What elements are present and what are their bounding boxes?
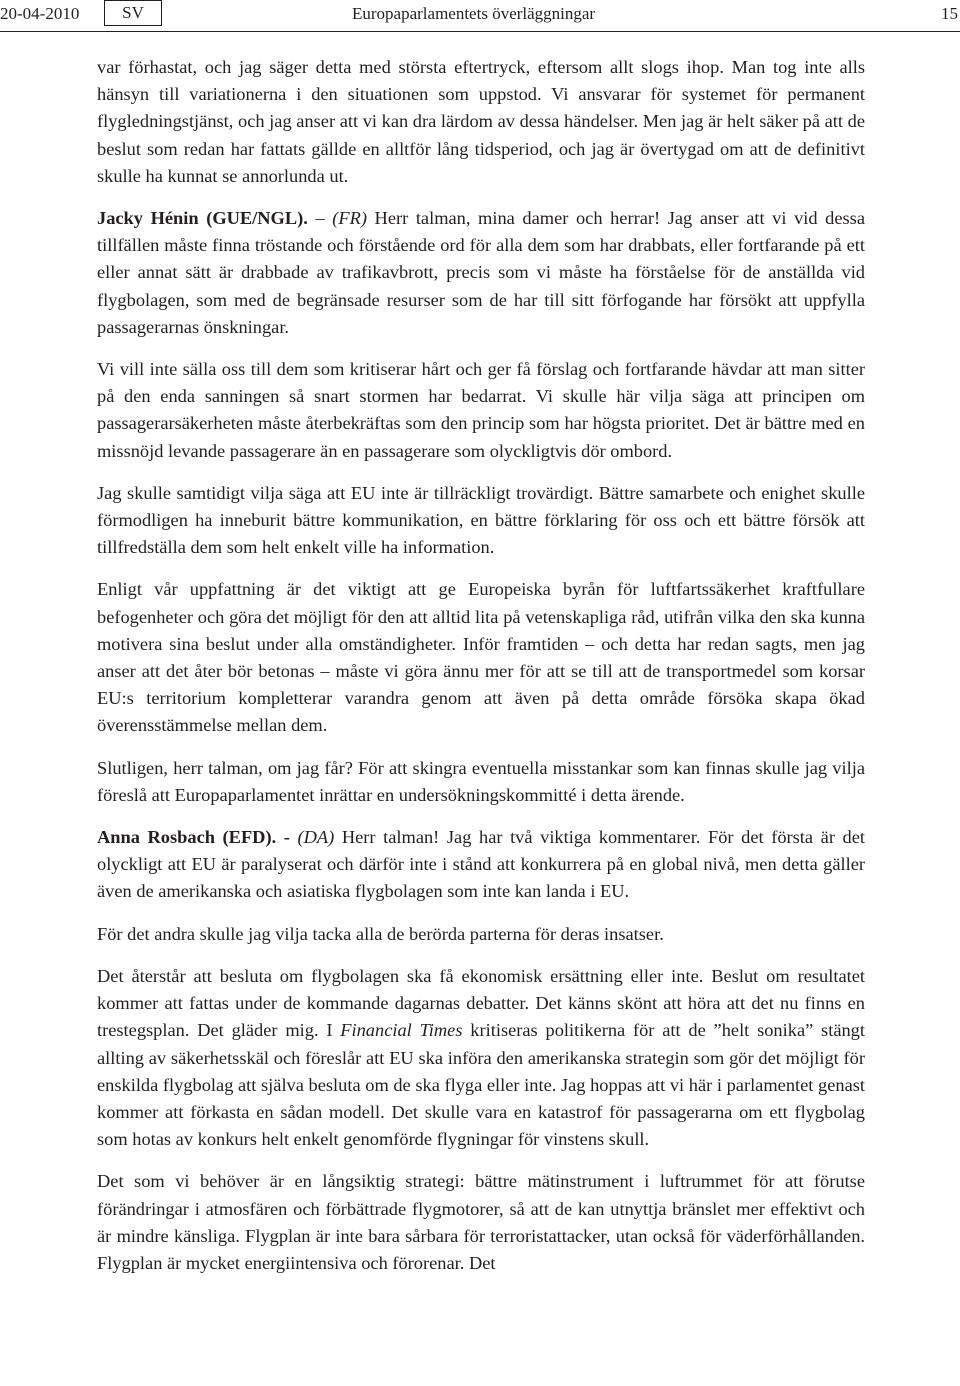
publication-title: Financial Times — [340, 1020, 463, 1041]
paragraph-4: Jag skulle samtidigt vilja säga att EU inte är tillräckligt trovärdigt. Bättre samarbete och enighet skulle förmodligen ha inneburit bättre kommunikation, en bättre förklaring för oss och ett bättre försök att tillfredställa dem som helt enkelt ville ha information. — [97, 482, 865, 558]
language-code: (DA) — [297, 827, 335, 848]
paragraph-1: var förhastat, och jag säger detta med största eftertryck, eftersom allt slogs ihop. Man tog inte alls hänsyn till variationerna i den situationen som uppstod. Vi ansvarar för systemet för permanent flygledningstjänst, och jag anser att vi kan dra lärdom av dessa händelser. Men jag är helt säker på att de beslut som redan har fattats gällde en alltför lång tidsperiod, och jag är övertygad om att de definitivt skulle ha kunnat se annorlunda ut. — [97, 57, 865, 186]
page-number: 15 — [941, 4, 958, 23]
paragraph-9-part-b: kritiseras politikerna för att de ”helt sonika” stängt allting av säkerhetsskäl och föreslår att EU ska införa den amerikanska strategin som gör det möjligt för enskilda flygbolag att själva besluta om de ska flyga eller inte. Jag hoppas att vi här i parlamentet genast kommer att förkasta en sådan modell. Det skulle vara en katastrof för passagerarna om ett flygbolag som hotas av konkurs helt enkelt genomförde flygningar för vinstens skull. — [97, 1020, 865, 1150]
speaker-name: Anna Rosbach (EFD). - — [97, 827, 298, 848]
paragraph-10: Det som vi behöver är en långsiktig strategi: bättre mätinstrument i luftrummet för att förutse förändringar i atmosfären och förbättrade flygmotorer, så att de kan utnyttja bränslet mer effektivt och är mindre känsliga. Flygplan är inte bara sårbara för terroristattacker, utan också för väderförhållanden. Flygplan är mycket energiintensiva och förorenar. Det — [97, 1171, 865, 1273]
language-code: (FR) — [332, 208, 367, 229]
header-date: 20-04-2010 — [0, 4, 80, 23]
document-body — [97, 54, 865, 1292]
paragraph-2 — [97, 205, 865, 341]
paragraph-5: Enligt vår uppfattning är det viktigt att ge Europeiska byrån för luftfartssäkerhet kraftfullare befogenheter och göra det möjligt för den att alltid lita på vetenskapliga råd, utifrån vilka den ska kunna motivera sina beslut under alla omständigheter. Inför framtiden – och detta har redan sagts, men jag anser att det åter bör betonas – måste vi göra ännu mer för att se till att de transportmedel som korsar EU:s territorium kompletterar varandra genom att även på detta område försöka skapa ökad överensstämmelse mellan dem. — [97, 579, 865, 736]
page-header — [0, 0, 960, 30]
paragraph-7 — [97, 824, 865, 906]
speaker-name: Jacky Hénin (GUE/NGL). — [97, 208, 308, 229]
speech-text: Herr talman! Jag har två viktiga kommentarer. För det första är det olyckligt att EU är paralyserat och därför inte i stånd att konkurrera på en global nivå, men detta gäller även de amerikanska och asiatiska flygbolagen som inte kan landa i EU. — [97, 827, 866, 902]
header-title: Europaparlamentets överläggningar — [352, 4, 596, 23]
paragraph-9-part-a: Det återstår att besluta om flygbolagen ska få ekonomisk ersättning eller inte. Beslut om resultatet kommer att fattas under de kommande dagarnas debatter. Det känns skönt att höra att det nu finns en trestegsplan. Det gläder mig. I — [97, 965, 865, 1041]
paragraph-9 — [97, 963, 865, 1153]
header-rule — [0, 31, 960, 32]
language-badge: SV — [104, 0, 162, 26]
paragraph-8: För det andra skulle jag vilja tacka alla de berörda parterna för deras insatser. — [97, 923, 664, 944]
speaker-dash: – — [307, 208, 333, 229]
paragraph-6: Slutligen, herr talman, om jag får? För att skingra eventuella misstankar som kan finnas skulle jag vilja föreslå att Europaparlamentet inrättar en undersökningskommitté i detta ärende. — [97, 757, 865, 805]
paragraph-3: Vi vill inte sälla oss till dem som kritiserar hårt och ger få förslag och fortfarande hävdar att man sitter på den enda sanningen så snart stormen har bedarrat. Vi skulle här vilja säga att principen om passagerarsäkerheten måste återbekräftas som den princip som har högsta prioritet. Det är bättre med en missnöjd levande passagerare än en passagerare som olyckligtvis dör ombord. — [97, 359, 865, 461]
speech-text: Herr talman, mina damer och herrar! Jag anser att vi vid dessa tillfällen måste finna tröstande och förstående ord för alla dem som har drabbats, eller fortfarande på ett eller annat sätt är drabbade av trafikavbrott, precis som vi måste ha förståelse för de anställda vid flygbolagen, som med de begränsade resurser som de har till sitt förfogande har försökt att uppfylla passagerarnas önskningar. — [97, 208, 865, 337]
